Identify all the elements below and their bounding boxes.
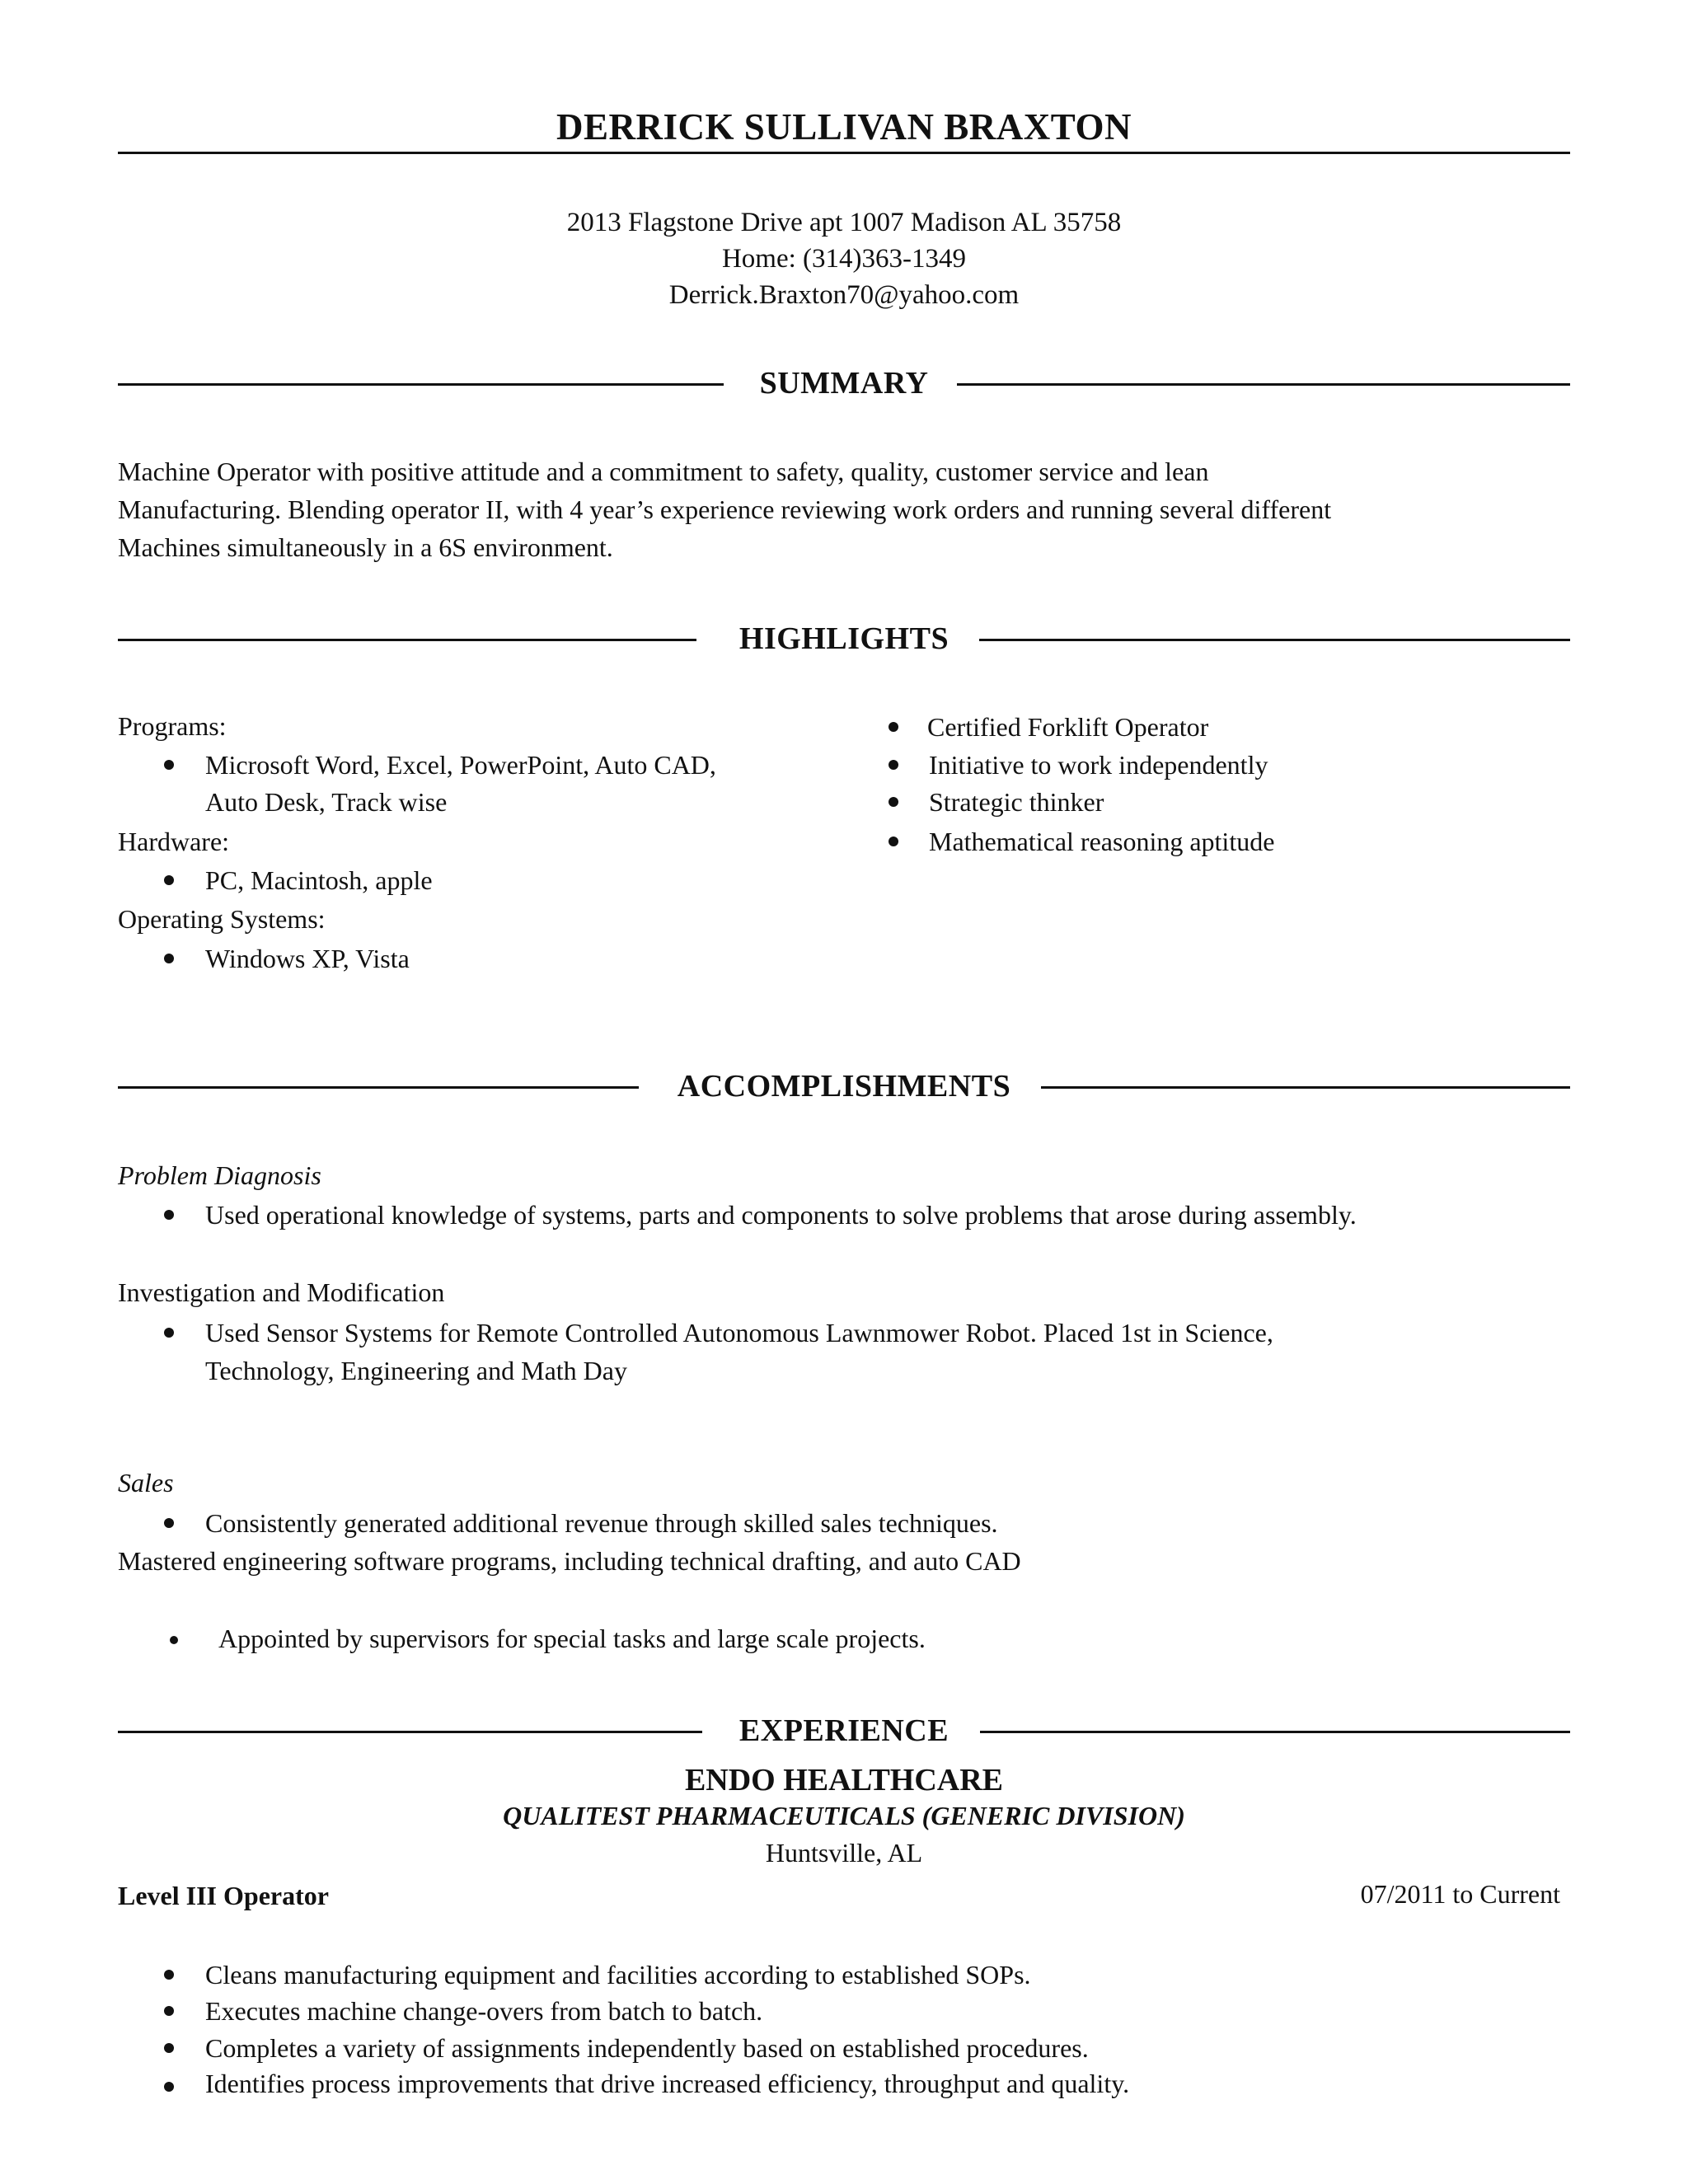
highlight-item: Strategic thinker [929, 787, 1104, 817]
investigation-item: Used Sensor Systems for Remote Controlled Autonomous Lawnmower Robot. Placed 1st in Science, [205, 1318, 1273, 1347]
os-label: Operating Systems: [118, 904, 326, 934]
job-duty: Identifies process improvements that drive increased efficiency, throughput and quality. [205, 2069, 1130, 2098]
contact-phone: Home: (314)363-1349 [721, 244, 967, 274]
bullet-dot [164, 2043, 174, 2053]
summary-line: Manufacturing. Blending operator II, with 4 year’s experience reviewing work orders and running several different [118, 494, 1332, 524]
job-dates: 07/2011 to Current [1360, 1879, 1560, 1909]
job-duty: Cleans manufacturing equipment and facilities according to established SOPs. [205, 1960, 1031, 1990]
appointed-item: Appointed by supervisors for special tasks and large scale projects. [218, 1624, 926, 1653]
highlights-heading [118, 618, 1570, 659]
highlight-item: Initiative to work independently [929, 750, 1268, 780]
problem-diagnosis-item: Used operational knowledge of systems, parts and components to solve problems that arose during assembly. [205, 1200, 1357, 1230]
programs-item-continued: Auto Desk, Track wise [205, 787, 448, 817]
highlight-item: Certified Forklift Operator [927, 712, 1209, 742]
bullet-dot [170, 1636, 178, 1644]
bullet-dot [164, 760, 174, 770]
highlights-title: HIGHLIGHTS [718, 621, 970, 656]
bullet-dot [889, 797, 898, 807]
problem-diagnosis-label: Problem Diagnosis [118, 1160, 321, 1190]
sales-item: Consistently generated additional revenue through skilled sales techniques. [205, 1508, 998, 1538]
job-duty: Completes a variety of assignments independently based on established procedures. [205, 2033, 1089, 2063]
contact-email: Derrick.Braxton70@yahoo.com [668, 280, 1020, 310]
bullet-dot [164, 1210, 174, 1220]
sales-label: Sales [118, 1468, 174, 1497]
hardware-label: Hardware: [118, 827, 230, 856]
programs-item: Microsoft Word, Excel, PowerPoint, Auto CAD, [205, 750, 716, 780]
programs-label: Programs: [118, 711, 227, 741]
company-division: QUALITEST PHARMACEUTICALS (GENERIC DIVISION) [503, 1801, 1185, 1830]
bullet-dot [164, 1518, 174, 1528]
investigation-label: Investigation and Modification [118, 1277, 445, 1307]
name-divider [118, 152, 1570, 154]
accomplishments-heading [118, 1066, 1570, 1107]
bullet-dot [164, 1970, 174, 1980]
investigation-item-continued: Technology, Engineering and Math Day [205, 1356, 627, 1385]
highlight-item: Mathematical reasoning aptitude [929, 827, 1275, 856]
bullet-dot [164, 954, 174, 963]
summary-heading [118, 363, 1570, 404]
os-item: Windows XP, Vista [205, 944, 410, 973]
bullet-dot [889, 722, 898, 732]
accomplishments-title: ACCOMPLISHMENTS [656, 1069, 1032, 1104]
bullet-dot [164, 875, 174, 885]
candidate-name: DERRICK SULLIVAN BRAXTON [556, 106, 1132, 148]
contact-address: 2013 Flagstone Drive apt 1007 Madison AL 35758 [566, 208, 1122, 237]
job-title: Level III Operator [118, 1881, 329, 1910]
summary-line: Machines simultaneously in a 6S environment. [118, 532, 613, 562]
hardware-item: PC, Macintosh, apple [205, 865, 433, 895]
company-name: ENDO HEALTHCARE [684, 1763, 1004, 1797]
bullet-dot [164, 2006, 174, 2016]
summary-title: SUMMARY [738, 366, 950, 401]
mastered-line: Mastered engineering software programs, including technical drafting, and auto CAD [118, 1546, 1021, 1576]
bullet-dot [889, 837, 898, 846]
job-duty: Executes machine change-overs from batch to batch. [205, 1996, 763, 2026]
experience-heading [118, 1710, 1570, 1751]
bullet-dot [164, 1328, 174, 1338]
summary-line: Machine Operator with positive attitude and a commitment to safety, quality, customer service and lean [118, 457, 1209, 486]
bullet-dot [164, 2082, 174, 2092]
bullet-dot [889, 760, 898, 770]
experience-title: EXPERIENCE [718, 1713, 970, 1748]
company-location: Huntsville, AL [765, 1838, 923, 1868]
